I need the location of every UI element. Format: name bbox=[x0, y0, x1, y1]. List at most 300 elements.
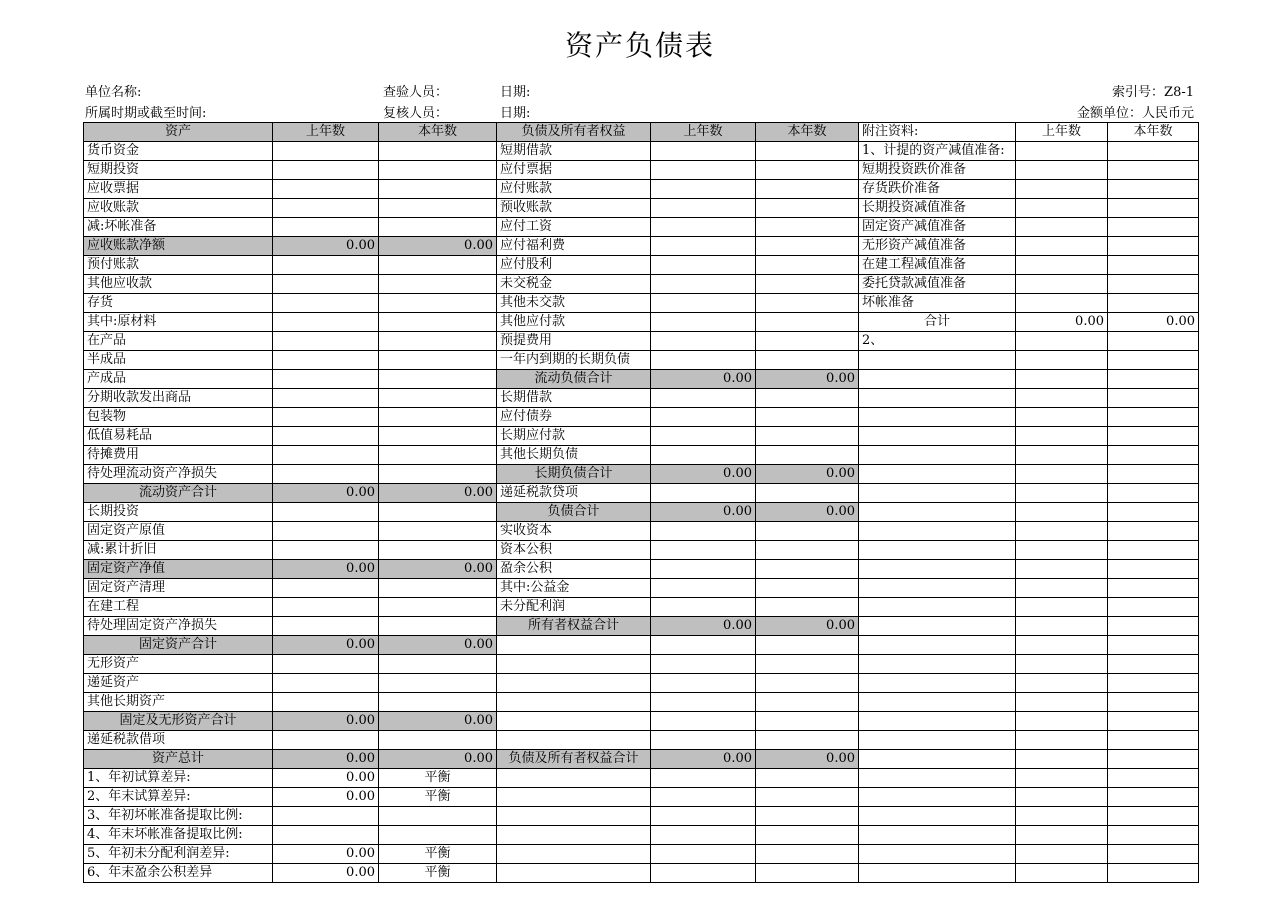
note-curr-cell bbox=[1108, 731, 1199, 750]
note-curr-cell bbox=[1108, 845, 1199, 864]
liab-prev-cell bbox=[651, 579, 756, 598]
table-row bbox=[84, 218, 1199, 237]
liab-curr-cell bbox=[756, 446, 859, 465]
asset-curr-cell: 0.00 bbox=[379, 636, 497, 655]
asset-curr-cell bbox=[379, 389, 497, 408]
liab-name-cell: 应付票据 bbox=[497, 161, 651, 180]
asset-name-cell: 应收账款净额 bbox=[84, 237, 273, 256]
note-curr-cell bbox=[1108, 864, 1199, 883]
liab-name-cell bbox=[497, 845, 651, 864]
asset-prev-cell bbox=[273, 142, 379, 161]
liab-name-cell: 长期负债合计 bbox=[497, 465, 651, 484]
liab-curr-cell bbox=[756, 199, 859, 218]
liab-name-cell: 负债及所有者权益合计 bbox=[497, 750, 651, 769]
note-prev-cell bbox=[1016, 674, 1108, 693]
asset-curr-cell: 0.00 bbox=[379, 560, 497, 579]
asset-prev-cell bbox=[273, 161, 379, 180]
liab-prev-cell bbox=[651, 769, 756, 788]
table-row bbox=[84, 503, 1199, 522]
asset-prev-cell bbox=[273, 427, 379, 446]
note-prev-cell bbox=[1016, 389, 1108, 408]
liab-curr-cell bbox=[756, 636, 859, 655]
note-name-cell bbox=[859, 503, 1016, 522]
liab-curr-cell bbox=[756, 351, 859, 370]
asset-prev-cell bbox=[273, 541, 379, 560]
note-curr-cell bbox=[1108, 617, 1199, 636]
asset-name-cell: 货币资金 bbox=[84, 142, 273, 161]
asset-prev-cell: 0.00 bbox=[273, 712, 379, 731]
liab-curr-cell: 0.00 bbox=[756, 465, 859, 484]
table-row bbox=[84, 161, 1199, 180]
liab-curr-cell bbox=[756, 256, 859, 275]
asset-name-cell: 减:累计折旧 bbox=[84, 541, 273, 560]
note-curr-cell bbox=[1108, 693, 1199, 712]
note-name-cell bbox=[859, 864, 1016, 883]
liab-name-cell: 其他未交款 bbox=[497, 294, 651, 313]
liab-prev-cell bbox=[651, 180, 756, 199]
note-curr-cell bbox=[1108, 541, 1199, 560]
asset-curr-cell: 平衡 bbox=[379, 864, 497, 883]
table-row bbox=[84, 427, 1199, 446]
note-prev-cell bbox=[1016, 845, 1108, 864]
table-row bbox=[84, 598, 1199, 617]
note-name-cell: 合计 bbox=[859, 313, 1016, 332]
liab-name-cell: 负债合计 bbox=[497, 503, 651, 522]
asset-name-cell: 固定及无形资产合计 bbox=[84, 712, 273, 731]
asset-name-cell: 3、年初坏帐准备提取比例: bbox=[84, 807, 273, 826]
liab-curr-cell bbox=[756, 541, 859, 560]
note-curr-cell bbox=[1108, 503, 1199, 522]
table-row bbox=[84, 769, 1199, 788]
liab-prev-cell: 0.00 bbox=[651, 750, 756, 769]
asset-curr-cell bbox=[379, 370, 497, 389]
liab-prev-cell bbox=[651, 427, 756, 446]
table-header-row bbox=[84, 123, 1199, 142]
liab-name-cell: 应付债券 bbox=[497, 408, 651, 427]
asset-curr-cell bbox=[379, 693, 497, 712]
liab-name-cell: 应付账款 bbox=[497, 180, 651, 199]
asset-curr-cell bbox=[379, 180, 497, 199]
date2-label: 日期: bbox=[500, 106, 531, 121]
liab-name-cell: 未交税金 bbox=[497, 275, 651, 294]
note-curr-cell bbox=[1108, 598, 1199, 617]
note-prev-cell bbox=[1016, 522, 1108, 541]
asset-curr-cell: 0.00 bbox=[379, 237, 497, 256]
date1-label: 日期: bbox=[500, 85, 531, 100]
note-curr-cell bbox=[1108, 579, 1199, 598]
asset-name-cell: 其中:原材料 bbox=[84, 313, 273, 332]
asset-curr-cell bbox=[379, 199, 497, 218]
note-prev-cell bbox=[1016, 807, 1108, 826]
liab-name-cell bbox=[497, 807, 651, 826]
liab-curr-cell bbox=[756, 845, 859, 864]
header-prev-year-2: 上年数 bbox=[651, 123, 756, 142]
liab-curr-cell bbox=[756, 237, 859, 256]
asset-curr-cell bbox=[379, 142, 497, 161]
note-prev-cell bbox=[1016, 636, 1108, 655]
asset-curr-cell: 平衡 bbox=[379, 788, 497, 807]
table-row bbox=[84, 446, 1199, 465]
asset-curr-cell bbox=[379, 408, 497, 427]
liab-curr-cell bbox=[756, 427, 859, 446]
asset-name-cell: 其他应收款 bbox=[84, 275, 273, 294]
liab-prev-cell bbox=[651, 541, 756, 560]
header-prev-year-3: 上年数 bbox=[1016, 123, 1108, 142]
liab-name-cell bbox=[497, 712, 651, 731]
table-row bbox=[84, 712, 1199, 731]
table-row bbox=[84, 560, 1199, 579]
liab-name-cell: 长期应付款 bbox=[497, 427, 651, 446]
liab-name-cell: 其中:公益金 bbox=[497, 579, 651, 598]
note-prev-cell bbox=[1016, 294, 1108, 313]
liab-curr-cell bbox=[756, 389, 859, 408]
liab-prev-cell bbox=[651, 522, 756, 541]
liab-prev-cell bbox=[651, 389, 756, 408]
note-name-cell bbox=[859, 826, 1016, 845]
note-curr-cell bbox=[1108, 446, 1199, 465]
header-liabilities: 负债及所有者权益 bbox=[497, 123, 651, 142]
asset-prev-cell bbox=[273, 256, 379, 275]
note-prev-cell bbox=[1016, 769, 1108, 788]
asset-curr-cell bbox=[379, 655, 497, 674]
note-curr-cell bbox=[1108, 712, 1199, 731]
liab-curr-cell bbox=[756, 788, 859, 807]
liab-curr-cell bbox=[756, 484, 859, 503]
note-name-cell bbox=[859, 788, 1016, 807]
table-row bbox=[84, 237, 1199, 256]
asset-prev-cell bbox=[273, 275, 379, 294]
table-row bbox=[84, 636, 1199, 655]
asset-curr-cell: 平衡 bbox=[379, 845, 497, 864]
note-prev-cell bbox=[1016, 617, 1108, 636]
liab-curr-cell bbox=[756, 522, 859, 541]
note-curr-cell bbox=[1108, 332, 1199, 351]
liab-name-cell: 应付福利费 bbox=[497, 237, 651, 256]
liab-curr-cell bbox=[756, 218, 859, 237]
asset-name-cell: 递延资产 bbox=[84, 674, 273, 693]
liab-name-cell: 流动负债合计 bbox=[497, 370, 651, 389]
liab-prev-cell bbox=[651, 294, 756, 313]
table-row bbox=[84, 275, 1199, 294]
asset-prev-cell bbox=[273, 826, 379, 845]
asset-curr-cell bbox=[379, 313, 497, 332]
note-name-cell bbox=[859, 446, 1016, 465]
note-name-cell bbox=[859, 674, 1016, 693]
liab-prev-cell bbox=[651, 845, 756, 864]
note-name-cell bbox=[859, 807, 1016, 826]
note-prev-cell bbox=[1016, 712, 1108, 731]
note-prev-cell bbox=[1016, 408, 1108, 427]
note-prev-cell bbox=[1016, 731, 1108, 750]
liab-curr-cell bbox=[756, 408, 859, 427]
note-curr-cell bbox=[1108, 256, 1199, 275]
note-curr-cell bbox=[1108, 237, 1199, 256]
asset-name-cell: 减:坏帐准备 bbox=[84, 218, 273, 237]
table-row bbox=[84, 199, 1199, 218]
asset-prev-cell: 0.00 bbox=[273, 636, 379, 655]
asset-curr-cell bbox=[379, 218, 497, 237]
note-name-cell bbox=[859, 712, 1016, 731]
asset-curr-cell bbox=[379, 465, 497, 484]
note-prev-cell bbox=[1016, 218, 1108, 237]
liab-name-cell bbox=[497, 788, 651, 807]
note-name-cell bbox=[859, 750, 1016, 769]
asset-name-cell: 待处理固定资产净损失 bbox=[84, 617, 273, 636]
note-curr-cell bbox=[1108, 294, 1199, 313]
asset-curr-cell bbox=[379, 503, 497, 522]
liab-curr-cell: 0.00 bbox=[756, 503, 859, 522]
liab-curr-cell bbox=[756, 332, 859, 351]
note-curr-cell bbox=[1108, 484, 1199, 503]
note-curr-cell bbox=[1108, 275, 1199, 294]
asset-name-cell: 长期投资 bbox=[84, 503, 273, 522]
note-prev-cell bbox=[1016, 256, 1108, 275]
note-name-cell bbox=[859, 484, 1016, 503]
asset-name-cell: 半成品 bbox=[84, 351, 273, 370]
note-prev-cell bbox=[1016, 541, 1108, 560]
asset-prev-cell: 0.00 bbox=[273, 769, 379, 788]
liab-name-cell bbox=[497, 693, 651, 712]
note-curr-cell bbox=[1108, 560, 1199, 579]
note-prev-cell bbox=[1016, 750, 1108, 769]
note-name-cell bbox=[859, 693, 1016, 712]
note-name-cell bbox=[859, 731, 1016, 750]
page-title: 资产负债表 bbox=[564, 29, 715, 62]
liab-curr-cell bbox=[756, 674, 859, 693]
asset-name-cell: 5、年初未分配利润差异: bbox=[84, 845, 273, 864]
note-name-cell bbox=[859, 845, 1016, 864]
table-row bbox=[84, 541, 1199, 560]
liab-prev-cell bbox=[651, 161, 756, 180]
liab-curr-cell bbox=[756, 579, 859, 598]
asset-name-cell: 1、年初试算差异: bbox=[84, 769, 273, 788]
liab-curr-cell bbox=[756, 693, 859, 712]
asset-curr-cell bbox=[379, 351, 497, 370]
liab-prev-cell bbox=[651, 351, 756, 370]
asset-prev-cell: 0.00 bbox=[273, 864, 379, 883]
liab-name-cell: 未分配利润 bbox=[497, 598, 651, 617]
liab-curr-cell bbox=[756, 655, 859, 674]
liab-name-cell: 盈余公积 bbox=[497, 560, 651, 579]
asset-prev-cell: 0.00 bbox=[273, 788, 379, 807]
table-row bbox=[84, 370, 1199, 389]
note-curr-cell bbox=[1108, 408, 1199, 427]
note-name-cell: 在建工程减值准备 bbox=[859, 256, 1016, 275]
table-row bbox=[84, 750, 1199, 769]
note-name-cell bbox=[859, 636, 1016, 655]
liab-name-cell: 应付股利 bbox=[497, 256, 651, 275]
note-name-cell bbox=[859, 427, 1016, 446]
note-name-cell bbox=[859, 617, 1016, 636]
liab-prev-cell bbox=[651, 693, 756, 712]
asset-curr-cell: 0.00 bbox=[379, 484, 497, 503]
balance-sheet-table bbox=[83, 122, 1199, 883]
liab-prev-cell bbox=[651, 712, 756, 731]
asset-name-cell: 预付账款 bbox=[84, 256, 273, 275]
note-name-cell: 长期投资减值准备 bbox=[859, 199, 1016, 218]
liab-name-cell bbox=[497, 731, 651, 750]
asset-curr-cell bbox=[379, 332, 497, 351]
liab-prev-cell bbox=[651, 313, 756, 332]
asset-prev-cell bbox=[273, 731, 379, 750]
asset-name-cell: 待处理流动资产净损失 bbox=[84, 465, 273, 484]
asset-curr-cell bbox=[379, 522, 497, 541]
liab-name-cell bbox=[497, 826, 651, 845]
asset-name-cell: 短期投资 bbox=[84, 161, 273, 180]
note-name-cell bbox=[859, 408, 1016, 427]
asset-name-cell: 固定资产原值 bbox=[84, 522, 273, 541]
liab-curr-cell: 0.00 bbox=[756, 617, 859, 636]
table-row bbox=[84, 522, 1199, 541]
note-curr-cell: 0.00 bbox=[1108, 313, 1199, 332]
liab-name-cell: 预收账款 bbox=[497, 199, 651, 218]
liab-curr-cell bbox=[756, 807, 859, 826]
unit-name-label: 单位名称: bbox=[85, 85, 142, 100]
asset-curr-cell bbox=[379, 161, 497, 180]
header-curr-year-3: 本年数 bbox=[1108, 123, 1199, 142]
liab-name-cell: 短期借款 bbox=[497, 142, 651, 161]
liab-prev-cell: 0.00 bbox=[651, 465, 756, 484]
asset-name-cell: 2、年末试算差异: bbox=[84, 788, 273, 807]
note-name-cell bbox=[859, 541, 1016, 560]
table-row bbox=[84, 864, 1199, 883]
liab-name-cell bbox=[497, 655, 651, 674]
note-curr-cell bbox=[1108, 351, 1199, 370]
liab-name-cell: 一年内到期的长期负债 bbox=[497, 351, 651, 370]
header-curr-year-2: 本年数 bbox=[756, 123, 859, 142]
asset-curr-cell bbox=[379, 598, 497, 617]
table-row bbox=[84, 256, 1199, 275]
note-prev-cell bbox=[1016, 560, 1108, 579]
liab-name-cell bbox=[497, 674, 651, 693]
note-curr-cell bbox=[1108, 389, 1199, 408]
asset-prev-cell bbox=[273, 313, 379, 332]
asset-curr-cell bbox=[379, 731, 497, 750]
asset-prev-cell bbox=[273, 294, 379, 313]
note-prev-cell bbox=[1016, 655, 1108, 674]
asset-name-cell: 6、年末盈余公积差异 bbox=[84, 864, 273, 883]
liab-name-cell: 实收资本 bbox=[497, 522, 651, 541]
asset-curr-cell bbox=[379, 427, 497, 446]
note-name-cell bbox=[859, 370, 1016, 389]
liab-prev-cell bbox=[651, 731, 756, 750]
asset-prev-cell bbox=[273, 351, 379, 370]
liab-curr-cell bbox=[756, 294, 859, 313]
note-name-cell: 委托贷款减值准备 bbox=[859, 275, 1016, 294]
asset-curr-cell bbox=[379, 617, 497, 636]
note-prev-cell bbox=[1016, 579, 1108, 598]
asset-name-cell: 在建工程 bbox=[84, 598, 273, 617]
note-prev-cell bbox=[1016, 142, 1108, 161]
note-prev-cell bbox=[1016, 180, 1108, 199]
asset-name-cell: 在产品 bbox=[84, 332, 273, 351]
table-row bbox=[84, 579, 1199, 598]
note-prev-cell bbox=[1016, 332, 1108, 351]
liab-curr-cell bbox=[756, 142, 859, 161]
note-prev-cell: 0.00 bbox=[1016, 313, 1108, 332]
liab-prev-cell bbox=[651, 237, 756, 256]
note-name-cell bbox=[859, 389, 1016, 408]
note-curr-cell bbox=[1108, 199, 1199, 218]
table-row bbox=[84, 617, 1199, 636]
asset-name-cell: 无形资产 bbox=[84, 655, 273, 674]
asset-prev-cell bbox=[273, 807, 379, 826]
liab-prev-cell bbox=[651, 636, 756, 655]
note-name-cell: 无形资产减值准备 bbox=[859, 237, 1016, 256]
asset-prev-cell bbox=[273, 446, 379, 465]
note-prev-cell bbox=[1016, 693, 1108, 712]
asset-name-cell: 资产总计 bbox=[84, 750, 273, 769]
liab-prev-cell bbox=[651, 256, 756, 275]
asset-prev-cell bbox=[273, 598, 379, 617]
note-curr-cell bbox=[1108, 427, 1199, 446]
asset-prev-cell bbox=[273, 199, 379, 218]
table-row bbox=[84, 408, 1199, 427]
liab-curr-cell bbox=[756, 598, 859, 617]
liab-curr-cell bbox=[756, 560, 859, 579]
note-name-cell: 1、计提的资产减值准备: bbox=[859, 142, 1016, 161]
note-prev-cell bbox=[1016, 484, 1108, 503]
header-curr-year: 本年数 bbox=[379, 123, 497, 142]
table-row bbox=[84, 693, 1199, 712]
note-prev-cell bbox=[1016, 864, 1108, 883]
currency-unit-label: 金额单位：人民币元 bbox=[1076, 106, 1194, 121]
liab-curr-cell bbox=[756, 161, 859, 180]
note-prev-cell bbox=[1016, 237, 1108, 256]
asset-prev-cell: 0.00 bbox=[273, 750, 379, 769]
table-row bbox=[84, 674, 1199, 693]
asset-curr-cell bbox=[379, 294, 497, 313]
liab-prev-cell bbox=[651, 408, 756, 427]
note-name-cell: 固定资产减值准备 bbox=[859, 218, 1016, 237]
table-row bbox=[84, 807, 1199, 826]
asset-curr-cell: 平衡 bbox=[379, 769, 497, 788]
note-curr-cell bbox=[1108, 218, 1199, 237]
table-row bbox=[84, 142, 1199, 161]
asset-curr-cell bbox=[379, 579, 497, 598]
liab-curr-cell bbox=[756, 712, 859, 731]
note-prev-cell bbox=[1016, 465, 1108, 484]
index-number-label: 索引号：Z8-1 bbox=[1112, 85, 1194, 100]
liab-name-cell: 应付工资 bbox=[497, 218, 651, 237]
liab-name-cell: 所有者权益合计 bbox=[497, 617, 651, 636]
table-row bbox=[84, 731, 1199, 750]
asset-name-cell: 应收票据 bbox=[84, 180, 273, 199]
asset-name-cell: 待摊费用 bbox=[84, 446, 273, 465]
liab-name-cell bbox=[497, 636, 651, 655]
note-curr-cell bbox=[1108, 636, 1199, 655]
asset-name-cell: 包装物 bbox=[84, 408, 273, 427]
checker-label: 查验人员： bbox=[383, 85, 449, 100]
liab-prev-cell bbox=[651, 674, 756, 693]
note-prev-cell bbox=[1016, 598, 1108, 617]
asset-prev-cell bbox=[273, 503, 379, 522]
table-row bbox=[84, 826, 1199, 845]
asset-prev-cell bbox=[273, 522, 379, 541]
asset-name-cell: 固定资产清理 bbox=[84, 579, 273, 598]
note-name-cell bbox=[859, 769, 1016, 788]
asset-name-cell: 固定资产净值 bbox=[84, 560, 273, 579]
asset-curr-cell bbox=[379, 275, 497, 294]
asset-curr-cell: 0.00 bbox=[379, 712, 497, 731]
liab-name-cell: 资本公积 bbox=[497, 541, 651, 560]
header-prev-year: 上年数 bbox=[273, 123, 379, 142]
header-notes: 附注资料: bbox=[859, 123, 1016, 142]
liab-prev-cell bbox=[651, 788, 756, 807]
asset-curr-cell: 0.00 bbox=[379, 750, 497, 769]
asset-prev-cell bbox=[273, 465, 379, 484]
liab-prev-cell bbox=[651, 199, 756, 218]
